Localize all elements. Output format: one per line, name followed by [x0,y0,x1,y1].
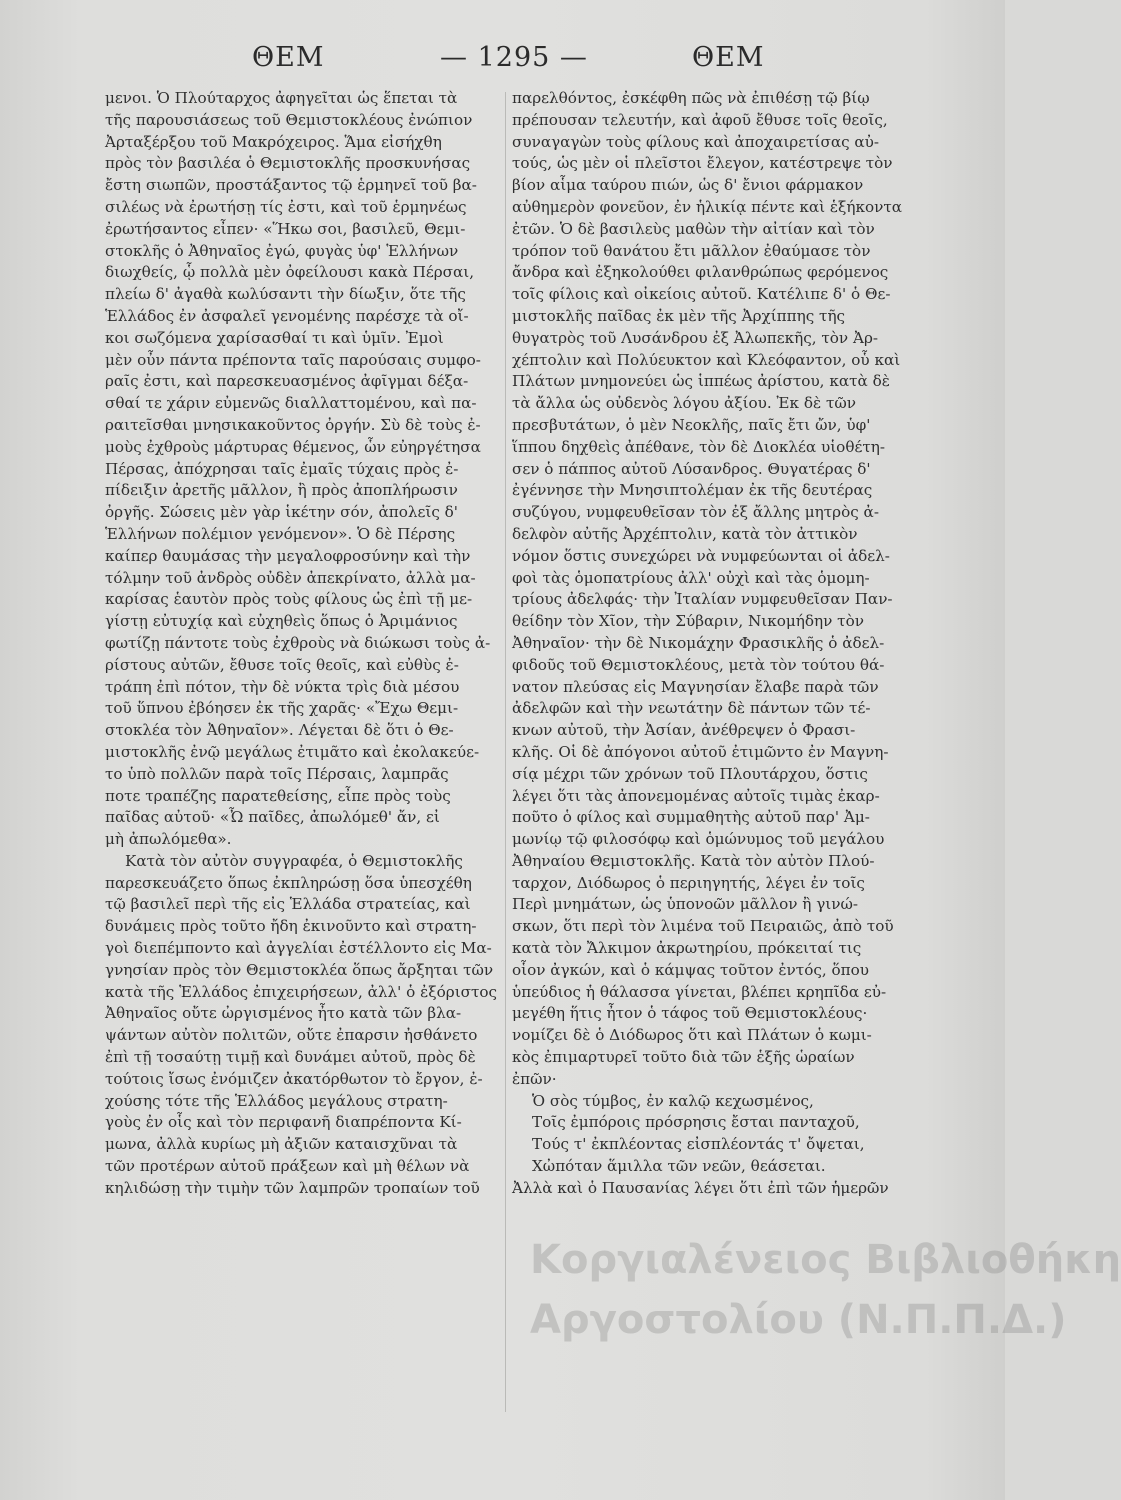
text-line: μὴ ἀπωλόμεθα». [105,830,232,849]
text-line: Πλάτων μνημονεύει ὡς ἱππέως ἀρίστου, κατὰ δὲ [512,372,890,391]
text-line: μὲν οὖν πάντα πρέποντα ταῖς παρούσαις συμφο- [105,350,481,369]
text-line: γοὶ διεπέμποντο καὶ ἀγγελίαι ἐστέλλοντο εἰς Μα- [105,939,492,958]
text-line: τὰ ἄλλα ὡς οὐδενὸς λόγου ἀξίου. Ἐκ δὲ τῶν [512,394,856,413]
text-line: ἄνδρα καὶ ἐξηκολούθει φιλανθρώπως φερόμενος [512,263,889,282]
text-line: πλείω δ' ἀγαθὰ κωλύσαντι τὴν δίωξιν, ὅτε τῆς [105,285,466,304]
text-line: Κατὰ τὸν αὐτὸν συγγραφέα, ὁ Θεμιστοκλῆς [125,851,463,870]
text-line: δυνάμεις πρὸς τοῦτο ἤδη ἐκινοῦντο καὶ στρατη- [105,917,477,936]
text-line: τράπη ἐπὶ πότον, τὴν δὲ νύκτα τρὶς διὰ μέσου [105,677,460,696]
text-line: Ἀρταξέρξου τοῦ Μακρόχειρος. Ἅμα εἰσήχθη [105,132,442,151]
text-line: χούσης τότε τῆς Ἑλλάδος μεγάλους στρατη- [105,1091,448,1110]
text-line: ἀδελφῶν καὶ τὴν νεωτάτην δὲ πάντων τῶν τέ- [512,699,871,718]
text-line: κλῆς. Οἱ δὲ ἀπόγονοι αὐτοῦ ἐτιμῶντο ἐν Μαγνη- [512,742,889,761]
text-line: αὐθημερὸν φονεῦον, ἐν ἡλικίᾳ πέντε καὶ ἑξήκοντα [512,197,903,216]
text-line: κὸς ἐπιμαρτυρεῖ τοῦτο διὰ τῶν ἑξῆς ὡραίων [512,1048,855,1067]
text-line: τῶν προτέρων αὐτοῦ πράξεων καὶ μὴ θέλων νὰ [105,1157,470,1176]
text-line: Ἀλλὰ καὶ ὁ Παυσανίας λέγει ὅτι ἐπὶ τῶν ἡμερῶν [512,1178,889,1197]
text-line: τούς, ὡς μὲν οἱ πλεῖστοι ἔλεγον, κατέστρεψε τὸν [512,154,893,173]
text-line: δελφὸν αὐτῆς Ἀρχέπτολιν, κατὰ τὸν ἀττικὸν [512,524,858,543]
text-line: Περὶ μνημάτων, ὡς ὑπονοῶν μᾶλλον ἢ γινώ- [512,895,859,914]
text-line: φιδοῦς τοῦ Θεμιστοκλέους, μετὰ τὸν τούτου θά- [512,655,885,674]
text-line: Ἑλλήνων πολέμιον γενόμενον». Ὁ δὲ Πέρσης [105,524,456,543]
text-line: κοι σωζόμενα χαρίσασθαί τι καὶ ὑμῖν. Ἐμοὶ [105,328,444,347]
text-line: λέγει ὅτι τὰς ἀπονεμομένας αὐτοῖς τιμὰς ἐκαρ- [512,786,880,805]
text-line: ρίστους αὐτῶν, ἔθυσε τοῖς θεοῖς, καὶ εὐθὺς ἐ- [105,655,459,674]
text-line: γνησίαν πρὸς τὸν Θεμιστοκλέα ὅπως ἄρξηται τῶν [105,960,494,979]
text-line: ἔστη σιωπῶν, προστάξαντος τῷ ἑρμηνεῖ τοῦ βα- [105,176,477,195]
text-line: μιστοκλῆς παῖδας ἐκ μὲν τῆς Ἀρχίππης τῆς [512,306,846,325]
header-left-running-title: ΘΕΜ [252,42,325,73]
text-line: μιστοκλῆς ἐνῷ μεγάλως ἐτιμᾶτο καὶ ἐκολακεύε- [105,742,480,761]
text-line: μωνα, ἀλλὰ κυρίως μὴ ἀξιῶν καταισχῦναι τὰ [105,1135,458,1154]
text-line: τοῦ ὕπνου ἐβόησεν ἐκ τῆς χαρᾶς· «Ἔχω Θεμι- [105,699,459,718]
text-line: Ἀθηναῖος οὔτε ὠργισμένος ἦτο κατὰ τῶν βλα- [105,1004,462,1023]
text-line: παρεσκευάζετο ὅπως ἐκπληρώσῃ ὅσα ὑπεσχέθη [105,873,472,892]
text-line: μοὺς ἐχθροὺς μάρτυρας θέμενος, ὧν εὐηργέτησα [105,437,481,456]
text-line: παῖδας αὐτοῦ· «Ὦ παῖδες, ἀπωλόμεθ' ἄν, εἰ [105,808,440,827]
text-line: μενοι. Ὁ Πλούταρχος ἀφηγεῖται ὡς ἕπεται τὰ [105,89,458,107]
text-line: Χὠπόταν ἅμιλλα τῶν νεῶν, θεάσεται. [532,1157,826,1176]
text-line: σεν ὁ πάππος αὐτοῦ Λύσανδρος. Θυγατέρας δ' [512,459,871,478]
text-line: συζύγου, νυμφευθεῖσαν τὸν ἐξ ἄλλης μητρὸς ἀ- [512,503,879,522]
text-line: Ἑλλάδος ἐν ἀσφαλεῖ γενομένης παρέσχε τὰ οἴ- [105,306,469,325]
text-line: τοῖς φίλοις καὶ οἰκείοις αὐτοῦ. Κατέλιπε δ' ὁ Θε- [512,285,891,304]
text-line: φοὶ τὰς ὁμοπατρίους ἀλλ' οὐχὶ καὶ τὰς ὁμομη- [512,568,870,587]
text-line: γίστῃ εὐτυχίᾳ καὶ εὐχηθεὶς ὅπως ὁ Ἀριμάνιος [105,612,458,631]
text-line: καίπερ θαυμάσας τὴν μεγαλοφροσύνην καὶ τὴν [105,546,471,565]
text-line: φωτίζῃ πάντοτε τοὺς ἐχθροὺς νὰ διώκωσι τοὺς ἀ- [105,633,491,652]
text-line: σκων, ὅτι περὶ τὸν λιμένα τοῦ Πειραιῶς, ἀπὸ τοῦ [512,917,894,936]
text-line: κατὰ τῆς Ἑλλάδος ἐπιχειρήσεων, ἀλλ' ὁ ἐξόριστος [105,982,498,1001]
text-line: ραιτεῖσθαι μνησικακοῦντος ὀργήν. Σὺ δὲ τοὺς ἐ- [105,415,481,434]
page-number: — 1295 — [440,42,588,73]
text-line: νόμον ὅστις συνεχώρει νὰ νυμφεύωνται οἱ ἀδελ- [512,546,890,565]
text-line: ποῦτο ὁ φίλος καὶ συμμαθητὴς αὐτοῦ παρ' Ἀμ- [512,808,870,827]
text-line: Ἀθηναῖον· τὴν δὲ Νικομάχην Φρασικλῆς ὁ ἀδελ- [512,633,885,652]
right-text-column [512,88,908,1438]
text-line: τῷ βασιλεῖ περὶ τῆς εἰς Ἑλλάδα στρατείας, καὶ [105,895,471,914]
text-line: θυγατρὸς τοῦ Λυσάνδρου ἐξ Ἀλωπεκῆς, τὸν Ἀρ- [512,328,879,347]
text-line: τόλμην τοῦ ἀνδρὸς οὐδὲν ἀπεκρίνατο, ἀλλὰ μα- [105,568,476,587]
header-right-running-title: ΘΕΜ [692,42,765,73]
text-line: ἐρωτήσαντος εἶπεν· «Ἥκω σοι, βασιλεῦ, Θεμι- [105,219,466,238]
text-line: θείδην τὸν Χῖον, τὴν Σύβαριν, Νικομήδην τὸν [512,612,864,631]
text-line: πρὸς τὸν βασιλέα ὁ Θεμιστοκλῆς προσκυνήσας [105,154,471,173]
text-line: πίδειξιν ἀρετῆς μᾶλλον, ἢ πρὸς ἀποπλήρωσιν [105,481,458,500]
text-line: ποτε τραπέζης παρατεθείσης, εἶπε πρὸς τοὺς [105,786,451,805]
text-line: γοὺς ἐν οἷς καὶ τὸν περιφανῆ διαπρέποντα Κί- [105,1113,462,1132]
text-line: πρεσβυτάτων, ὁ μὲν Νεοκλῆς, παῖς ἔτι ὤν, ὑφ' [512,415,871,434]
text-line: τρίους ἀδελφάς· τὴν Ἰταλίαν νυμφευθεῖσαν Παν- [512,590,893,609]
text-line: ἐπῶν· [512,1069,557,1088]
text-line: νατον πλεύσας εἰς Μαγνησίαν ἔλαβε παρὰ τῶν [512,677,879,696]
watermark-line-2: Αργοστολίου (Ν.Π.Π.Δ.) [530,1297,1067,1343]
text-line: ἐτῶν. Ὁ δὲ βασιλεὺς μαθὼν τὴν αἰτίαν καὶ τὸν [512,219,875,238]
page-header [110,42,920,82]
watermark-line-1: Κοργιαλένειος Βιβλιοθήκη [530,1237,1121,1283]
text-line: χέπτολιν καὶ Πολύευκτον καὶ Κλεόφαντον, οὗ καὶ [512,350,901,369]
text-line: ὑπεύδιος ἡ θάλασσα γίνεται, βλέπει κρηπῖδα εὐ- [512,982,887,1001]
text-line: κατὰ τὸν Ἄλκιμον ἀκρωτηρίου, πρόκειταί τις [512,939,862,958]
text-line: ἵππου δηχθεὶς ἀπέθανε, τὸν δὲ Διοκλέα υἱοθέτη- [512,437,885,456]
text-line: σίᾳ μέχρι τῶν χρόνων τοῦ Πλουτάρχου, ὅστις [512,764,868,783]
text-line: νομίζει δὲ ὁ Διόδωρος ὅτι καὶ Πλάτων ὁ κωμι- [512,1026,872,1045]
text-line: συναγαγὼν τοὺς φίλους καὶ ἀποχαιρετίσας αὐ- [512,132,880,151]
text-line: στοκλῆς ὁ Ἀθηναῖος ἐγώ, φυγὰς ὑφ' Ἑλλήνων [105,241,459,260]
left-text-column [105,88,499,1423]
text-line: ὀργῆς. Σώσεις μὲν γὰρ ἱκέτην σόν, ἀπολεῖς δ' [105,503,458,522]
text-line: σιλέως νὰ ἐρωτήσῃ τίς ἐστι, καὶ τοῦ ἑρμηνέως [105,197,467,216]
text-line: τούτοις ἴσως ἐνόμιζεν ἀκατόρθωτον τὸ ἔργον, ἐ- [105,1069,483,1088]
text-line: τρόπον τοῦ θανάτου ἔτι μᾶλλον ἐθαύμασε τὸν [512,241,871,260]
text-line: ταρχον, Διόδωρος ὁ περιηγητής, λέγει ἐν τοῖς [512,873,865,892]
text-line: στοκλέα τὸν Ἀθηναῖον». Λέγεται δὲ ὅτι ὁ Θε- [105,721,454,740]
text-line: κνων αὐτοῦ, τὴν Ἀσίαν, ἀνέθρεψεν ὁ Φρασι- [512,721,856,740]
text-line: οἷον ἀγκών, καὶ ὁ κάμψας τοῦτον ἐντός, ὅπου [512,960,869,979]
text-line: ἐπὶ τῇ τοσαύτῃ τιμῇ καὶ δυνάμει αὐτοῦ, πρὸς δὲ [105,1048,476,1067]
text-line: Πέρσας, ἀπόχρησαι ταῖς ἐμαῖς τύχαις πρὸς ἐ- [105,459,459,478]
text-line: σθαί τε χάριν εὐμενῶς διαλλαττομένου, καὶ πα- [105,394,477,413]
text-line: καρίσας ἑαυτὸν πρὸς τοὺς φίλους ὡς ἐπὶ τῇ με- [105,590,473,609]
text-line: Ὁ σὸς τύμβος, ἐν καλῷ κεχωσμένος, [532,1091,814,1110]
text-line: παρελθόντος, ἐσκέφθη πῶς νὰ ἐπιθέσῃ τῷ βίῳ [512,89,870,107]
text-line: διωχθείς, ᾧ πολλὰ μὲν ὀφείλουσι κακὰ Πέρσαι, [105,263,475,282]
text-line: μεγέθη ἥτις ἦτον ὁ τάφος τοῦ Θεμιστοκλέους· [512,1004,868,1023]
column-divider [505,92,506,1412]
text-line: Ἀθηναίου Θεμιστοκλῆς. Κατὰ τὸν αὐτὸν Πλού- [512,851,875,870]
text-line: πρέπουσαν τελευτήν, καὶ ἀφοῦ ἔθυσε τοῖς θεοῖς, [512,110,888,129]
text-line: το ὑπὸ πολλῶν παρὰ τοῖς Πέρσαις, λαμπρᾶς [105,764,449,783]
text-line: μωνίῳ τῷ φιλοσόφῳ καὶ ὁμώνυμος τοῦ μεγάλου [512,830,885,849]
text-line: ραῖς ἐστι, καὶ παρεσκευασμένος ἀφῖγμαι δέξα- [105,372,469,391]
text-line: ἐγέννησε τὴν Μνησιπτολέμαν ἐκ τῆς δευτέρας [512,481,873,500]
text-line: Τούς τ' ἐκπλέοντας εἰσπλέοντάς τ' ὄψεται, [532,1135,865,1154]
text-line: κηλιδώσῃ τὴν τιμὴν τῶν λαμπρῶν τροπαίων τοῦ [105,1178,480,1197]
text-line: βίον αἷμα ταύρου πιών, ὡς δ' ἔνιοι φάρμακον [512,176,864,195]
text-line: Τοῖς ἐμπόροις πρόσρησις ἔσται πανταχοῦ, [532,1113,860,1132]
text-line: ψάντων αὐτὸν πολιτῶν, οὔτε ἐπαρσιν ἠσθάνετο [105,1026,478,1045]
text-line: τῆς παρουσιάσεως τοῦ Θεμιστοκλέους ἐνώπιον [105,110,473,129]
